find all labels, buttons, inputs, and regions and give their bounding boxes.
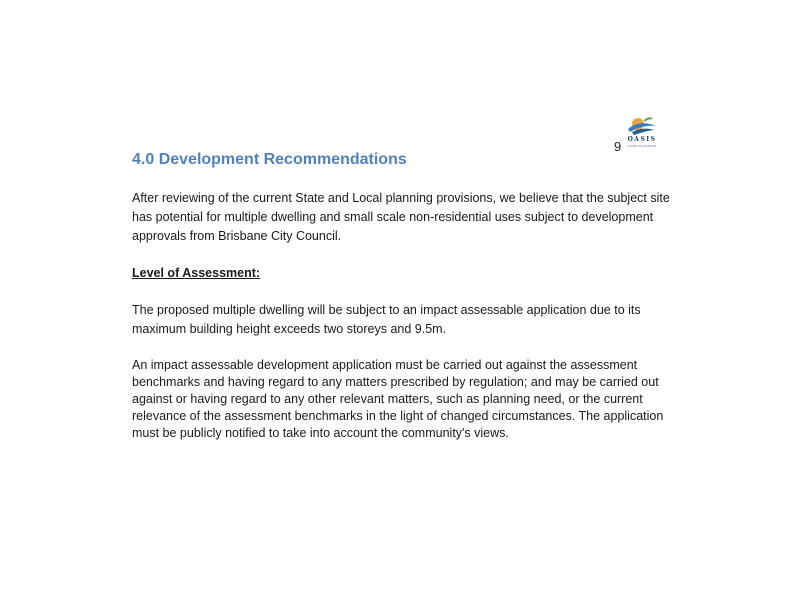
assessment-paragraph: The proposed multiple dwelling will be subject to an impact assessable application due to its maximum building height exceeds two storeys and 9.5m. [132, 303, 641, 336]
company-logo [624, 114, 660, 154]
level-of-assessment-heading: Level of Assessment: [132, 266, 261, 280]
page-number: 9 [614, 139, 622, 154]
section-title: 4.0 Development Recommendations [132, 151, 407, 168]
oasis-logo-icon [624, 114, 660, 138]
impact-assessable-paragraph: An impact assessable development application must be carried out against the assessment benchmarks and having regard to any matters prescribed by regulation; and may be carried out against or having regard to any other relevant matters, such as planning need, or the current relevance of the assessment benchmarks in the light of changed circumstances. The application must be publicly notified to take into account the community's views. [132, 358, 664, 440]
logo-name: OASIS [627, 136, 657, 143]
logo-subtitle: TOWN PLANNING [627, 144, 657, 148]
document-body [132, 150, 692, 442]
intro-paragraph: After reviewing of the current State and Local planning provisions, we believe that the subject site has potential for multiple dwelling and small scale non-residential uses subject to development approvals from Brisbane City Council. [132, 191, 670, 243]
